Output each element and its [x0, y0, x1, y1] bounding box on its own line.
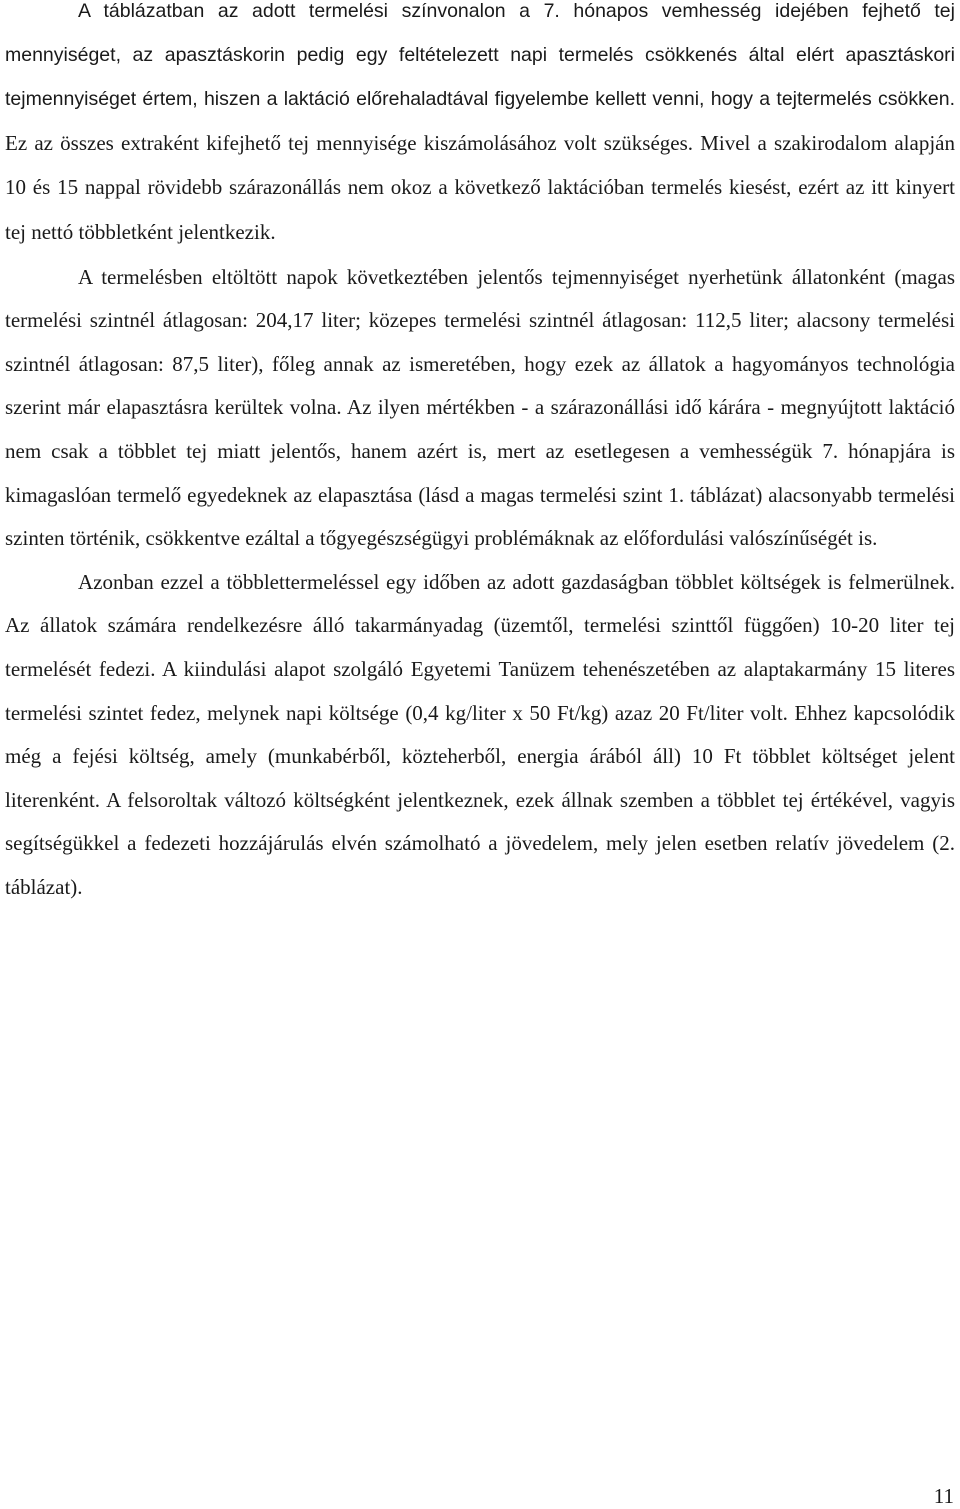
- page-number: 11: [933, 1484, 954, 1508]
- paragraph-3: Azonban ezzel a többlettermeléssel egy időben az adott gazdaságban többlet költségek is felmerülnek. Az állatok számára rendelkezésre álló takarmányadag (üzemtől, termelési szinttől függően) 10-20 liter tej termelését fedezi. A kiindulási alapot szolgáló Egyetemi Tanüzem tehenészetében az alaptakarmány 15 literes termelési szintet fedez, melynek napi költsége (0,4 kg/liter x 50 Ft/kg) azaz 20 Ft/liter volt. Ehhez kapcsolódik még a fejési költség, amely (munkabérből, közteherből, energia árából áll) 10 Ft többlet költséget jelent literenként. A felsoroltak változó költségként jelentkeznek, ezek állnak szemben a többlet tej értékével, vagyis segítségükkel a fedezeti hozzájárulás elvén számolható a jövedelem, mely jelen esetben relatív jövedelem (2. táblázat).: [5, 569, 955, 899]
- paragraph-2: A termelésben eltöltött napok következtében jelentős tejmennyiséget nyerhetünk állatonként (magas termelési szintnél átlagosan: 204,17 liter; közepes termelési szintnél átlagosan: 112,5 liter; alacsony termelési szintnél átlagosan: 87,5 liter), főleg annak az ismeretében, hogy ezek az állatok a hagyományos technológia szerint már elapasztásra kerültek volna. Az ilyen mértékben - a szárazonállási idő kárára - megnyújtott laktáció nem csak a többlet tej miatt jelentős, hanem azért is, mert az esetlegesen a vemhességük 7. hónapjára is kimagaslóan termelő egyedeknek az elapasztása (lásd a magas termelési szint 1. táblázat) alacsonyabb termelési szinten történik, csökkentve ezáltal a tőgyegészségügyi problémáknak az előfordulási valószínűségét is.: [5, 264, 955, 551]
- document-page: [5, 0, 955, 909]
- paragraph-1-text-sans: A táblázatban az adott termelési színvonalon a 7. hónapos vemhesség idejében fejhető tej mennyiséget, az apasztáskorin pedig egy feltételezett napi termelés csökkenés által elért apasztáskori tejmennyiséget értem, hiszen a laktáció előrehaladtával figyelembe kellett venni, hogy a tejtermelés csökken.: [5, 0, 955, 111]
- paragraph-1: [5, 0, 955, 256]
- paragraph-1-text-serif-2: Mivel a szakirodalom alapján 10 és 15 nappal rövidebb szárazonállás nem okoz a következő laktációban termelés kiesést, ezért az itt kinyert tej nettó többletként jelentkezik.: [5, 130, 955, 244]
- paragraph-1-text-serif: Ez az összes extraként kifejhető tej mennyisége kiszámolásához volt szükséges.: [5, 130, 694, 155]
